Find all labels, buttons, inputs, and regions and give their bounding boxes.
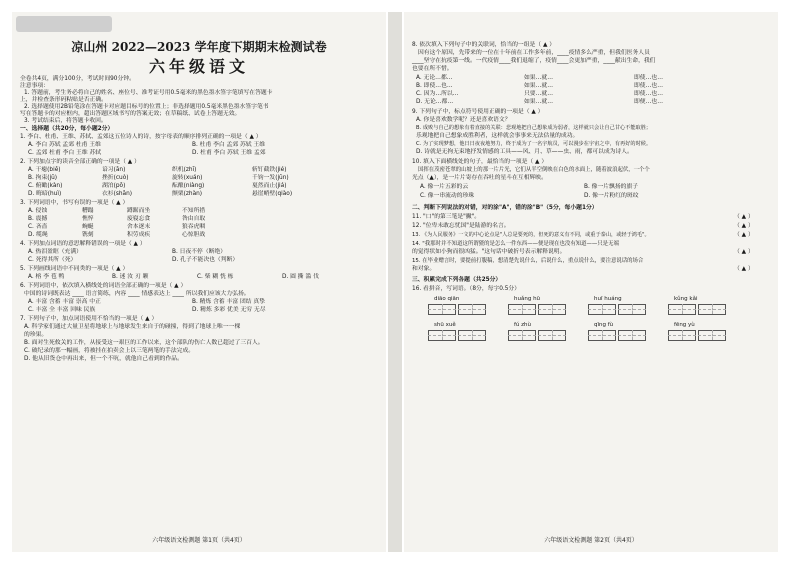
option: D. 无论…都… <box>416 99 454 105</box>
option: D. 精炼 多彩 优美 无穷 无尽 <box>192 307 266 313</box>
judge-mark: （ ▲ ） <box>734 223 754 229</box>
option: B. 日夜不停（断绝） <box>172 249 227 255</box>
option: B. 像一片飘扬的旗子 <box>584 184 639 190</box>
option: C. 吝啬 <box>28 224 48 230</box>
page-footer: 六年级语文检测题 第1页（共4页） <box>152 537 246 544</box>
judge-mark: （ ▲ ） <box>734 266 754 272</box>
option: B. 迷 汝 刃 颗 <box>112 274 149 280</box>
option: 蜿蜒 <box>82 224 94 230</box>
option: 舍本逐末 <box>127 224 151 230</box>
option: A. 侵蚀 <box>28 208 48 214</box>
notice-line: 3. 考试结束后，将答题卡收回。 <box>24 118 107 124</box>
option: A. 无论…都… <box>416 75 453 81</box>
section-heading: 二、判断下列说法的对错，对的涂"A"，错的涂"B"（5分，每小题1分） <box>412 205 598 211</box>
judge-item: 的觉得状如小狗而很凶猛。"这句话中破折号表示解释说明。 <box>412 249 566 255</box>
option: B. 成败与自己的想象有着直接的关联：悲观地把自己想象成为弱者，这样就只会让自己甘心不能取胜； <box>416 125 652 131</box>
answer-box[interactable] <box>588 330 616 341</box>
judge-item: 15. 在毕业赠言时，要提前打腹稿，想清楚先说什么，后说什么，重点说什么，要注意说话的场合 <box>412 258 644 264</box>
option: 戛然而止(jiá) <box>252 183 287 189</box>
question-sentence: 中国的诗词既表达 ____ 语言简练，内容 ____ 情感表达上 ____ 所以我们应该大力弘扬。 <box>24 291 250 297</box>
option: 咎由自取 <box>182 216 206 222</box>
option: 即使…也… <box>634 83 663 89</box>
page-footer: 六年级语文检测题 第2页（共4页） <box>544 537 638 544</box>
option: C. 像一串流动的珍珠 <box>420 193 475 199</box>
option: B. 拘束(jū) <box>28 175 58 181</box>
judge-mark: （ ▲ ） <box>734 214 754 220</box>
option: C. 死得其所（死） <box>28 257 77 263</box>
notice-line: 1. 答题前，考生务必将自己的姓名、座位号、准考证号用0.5毫米的黑色墨水签字笔填写在答题卡 <box>24 90 273 96</box>
answer-box[interactable] <box>538 304 566 315</box>
option: 衣衫(shān) <box>102 191 133 197</box>
option: 即使…也… <box>634 91 663 97</box>
answer-box[interactable] <box>588 304 616 315</box>
question-stem: 4. 下列加点词语的意思解释错误的一项是（ ▲ ） <box>20 241 146 247</box>
question-stem: 3. 下列词语中，书写有误的一项是（ ▲ ） <box>20 200 129 206</box>
judge-item: 14. "我那时并不知道这所谓猹的是怎么一件东西——便是现在也没有知道——只是无端 <box>412 241 619 247</box>
answer-box[interactable] <box>428 330 456 341</box>
pinyin: kǔng kǎi <box>674 296 698 302</box>
exam-page-right <box>404 12 778 552</box>
option: C. 丰富 全 丰富 回味 民族 <box>28 307 96 313</box>
option: 蹲踞而坐 <box>127 208 151 214</box>
option: 悬崖峭壁(qiào) <box>252 191 293 197</box>
question-stem: 6. 下列词语中，依次填入横线处的词语全部正确的一项是（ ▲ ） <box>20 283 187 289</box>
option: 不知所措 <box>182 208 206 214</box>
option: 糟蹋 <box>82 208 94 214</box>
question-stem: 9. 下列句子中，标点符号使用正确的一项是（ ▲ ） <box>412 109 544 115</box>
pinyin: huī huáng <box>594 296 622 302</box>
pinyin: huǎng hū <box>514 296 541 302</box>
option: A. 干瘪(biě) <box>28 167 61 173</box>
option: A. 像一片五彩的云 <box>420 184 469 190</box>
option: B. 面对生死攸关的工作，从接受这一艰巨的工作以来，这个部队的伤亡人数已超过了三百人。 <box>24 340 264 346</box>
judge-item: 11. "口"的第三笔是"撇"。 <box>412 214 481 220</box>
option: 积劳成疾 <box>127 232 151 238</box>
section-heading: 一、选择题（共20分，每小题2分） <box>20 126 114 132</box>
option: A. 丰富 含蓄 丰富 崇高 中正 <box>28 299 101 305</box>
question-stem: 2. 下列加点字的读音全部正确的一项是（ ▲ ） <box>20 159 140 165</box>
pinyin: shū xuě <box>434 322 456 328</box>
option: 酝酿(niàng) <box>172 183 205 189</box>
option: C. 为了实现梦想，他日日夜夜地努力，终于成为了一名宇航员，可以漫步在宇宙之中，有再好的时候。 <box>416 141 652 147</box>
option: 挫折(cuò) <box>102 175 129 181</box>
option: D. 孔子不能决也（判断） <box>172 257 239 263</box>
option: 只要…就… <box>524 91 553 97</box>
answer-box[interactable] <box>698 304 726 315</box>
question-sentence: 国挥在茂密苍翠的山坡上的那一片片光，它们从半空倒映在白色的水面上，随着波浪起伏，一个个 <box>418 167 650 173</box>
notice-heading: 注意事项： <box>20 83 49 89</box>
option: 的珍果。 <box>24 332 48 338</box>
option: 废寝忘食 <box>127 216 151 222</box>
question-stem: 7. 下列句子中，加点词语使用不恰当的一项是（ ▲ ） <box>20 316 158 322</box>
question-stem: 10. 填入下面横线处的句子，最恰当的一项是（ ▲ ） <box>412 159 548 165</box>
answer-box[interactable] <box>618 330 646 341</box>
option: A. 科学家们通过大量卫星将地球上与地球发生来自于的碰撞，得到了地球上唯一一棵 <box>24 324 241 330</box>
question-sentence: ____坚守在抗疫第一线。一代疫情____我们退缩了，疫情____会更加严重，____献出生命，我们 <box>412 58 656 64</box>
option: 如果…就… <box>524 99 553 105</box>
option: 如果…就… <box>524 83 553 89</box>
option: 即使…也… <box>634 75 663 81</box>
pinyin: fú zhù <box>514 322 532 328</box>
notice-line: 上，并检查条形码粘贴是否正确。 <box>20 97 107 103</box>
option: C. 破纪录的那一幅画，将被挂在拍卖会上以三笔两笔的手法完成。 <box>24 348 195 354</box>
answer-box[interactable] <box>668 304 696 315</box>
question-stem: 16. 看拼音，写词语。（8分，每字0.5分） <box>412 286 521 292</box>
option: B. 即使…也… <box>416 83 453 89</box>
page-fold <box>388 12 402 552</box>
option: C. 孟郊 杜甫 李白 王维 苏轼 <box>28 150 102 156</box>
option: A. 热泪盈眶（充满） <box>28 249 82 255</box>
question-sentence: 因有这个原因，先带来的一位在十年前在工作多年前，____疫情多么严重，但我们医务人员 <box>418 50 650 56</box>
answer-box[interactable] <box>538 330 566 341</box>
option: D. 圆 撕 滥 伐 <box>282 274 319 280</box>
option: D. 晦暗(huì) <box>28 191 62 197</box>
pinyin: diāo qiān <box>434 296 460 302</box>
answer-box[interactable] <box>508 330 536 341</box>
question-stem: 1. 李白、杜甫、王维、苏轼、孟郊这五位诗人的诗，按字母表的顺序排列正确的一项是（ ▲ ） <box>20 134 262 140</box>
option: C. 俯瞰(kàn) <box>28 183 63 189</box>
answer-box[interactable] <box>458 330 486 341</box>
option: 斩钉截铁(jié) <box>252 167 287 173</box>
option: 颤栗(zhàn) <box>172 191 203 197</box>
question-sentence: 也要在所不惜。 <box>412 66 453 72</box>
pinyin: fēng yù <box>674 322 695 328</box>
option: 憔悴 <box>82 216 94 222</box>
answer-box[interactable] <box>698 330 726 341</box>
notice-line: 2. 选择题使用2B铅笔涂在答题卡对应题目标号的位置上；非选择题用0.5毫米黑色墨水签字笔书 <box>24 104 269 110</box>
section-heading: 三、积累完成下列各题（共25分） <box>412 277 502 283</box>
question-stem: 5. 下列画线词语中不同类的一项是（ ▲ ） <box>20 266 129 272</box>
judge-mark: （ ▲ ） <box>734 249 754 255</box>
option: B. 精炼 含蓄 丰富 团结 真挚 <box>192 299 266 305</box>
option: 如果…就… <box>524 75 553 81</box>
question-sentence: 光点（▲），是一片片寄存在吞吐的星斗在互相辉映。 <box>412 175 547 181</box>
option: 千钧一发(jūn) <box>252 175 289 181</box>
option: D. 诗就是无拘无束地抒发情感的工具——风、月、草——虫、雨，都可以成为诗人。 <box>416 149 633 155</box>
option: 谙习(ān) <box>102 167 126 173</box>
answer-box[interactable] <box>508 304 536 315</box>
option: 湖泊(pō) <box>102 183 126 189</box>
exam-meta: 全卷共4页，满分100分，考试时间90分钟。 <box>20 76 135 82</box>
option: C. 柴 糊 恍 栋 <box>197 274 234 280</box>
option: B. 杜甫 李白 孟郊 苏轼 王维 <box>192 142 266 148</box>
option: A. 李白 苏轼 孟郊 杜甫 王维 <box>28 142 101 148</box>
option: 镌刻 <box>82 232 94 238</box>
notice-line: 写在答题卡的对应框内，超出答题区域书写的答案无效；在草稿纸、试卷上答题无效。 <box>20 111 241 117</box>
option: C. 因为…所以… <box>416 91 459 97</box>
watermark-logo <box>16 16 112 32</box>
option: 乐观地把自己想象成胜利者，这样就会事事来无法估量的成功。 <box>416 133 579 139</box>
judge-item: 13. 《为人民服务》一文的中心论点是"人总是要死的，但死的意义有不同，或重于泰山，或轻于鸿毛"。 <box>412 232 650 238</box>
judge-item: 12. "位卑未敢忘忧国"是陆游的名言。 <box>412 223 510 229</box>
option: 心惊胆战 <box>182 232 206 238</box>
option: D. 他从旧货仓中再出来，但一个不吭，就他自己看到的作品。 <box>24 356 183 362</box>
answer-box[interactable] <box>668 330 696 341</box>
option: D. 杜甫 李白 苏轼 王维 孟郊 <box>192 150 266 156</box>
option: 旋转(xuán) <box>172 175 203 181</box>
option: 即便…也… <box>634 99 663 105</box>
judge-item: 和对象。 <box>412 266 436 272</box>
pinyin: qīng fù <box>594 322 614 328</box>
option: A. 榕 李 苞 鸭 <box>28 274 65 280</box>
answer-box[interactable] <box>618 304 646 315</box>
option: D. 像一片粉红的斑纹 <box>584 193 639 199</box>
exam-subtitle: 六年级语文 <box>148 57 249 76</box>
judge-mark: （ ▲ ） <box>734 232 754 238</box>
option: D. 缆绳 <box>28 232 48 238</box>
answer-box[interactable] <box>428 304 456 315</box>
option: 织机(zhī) <box>172 167 197 173</box>
exam-page-left <box>12 12 386 552</box>
option: B. 震撼 <box>28 216 48 222</box>
answer-box[interactable] <box>458 304 486 315</box>
exam-title: 凉山州 2022—2023 学年度下期期末检测试卷 <box>71 40 327 54</box>
option: 狼吞虎咽 <box>182 224 206 230</box>
question-stem: 8. 依次填入下列句子中的关联词，恰当的一组是（ ▲ ） <box>412 42 556 48</box>
option: A. 你是喜欢数学呢？还是喜欢语文？ <box>416 117 511 123</box>
